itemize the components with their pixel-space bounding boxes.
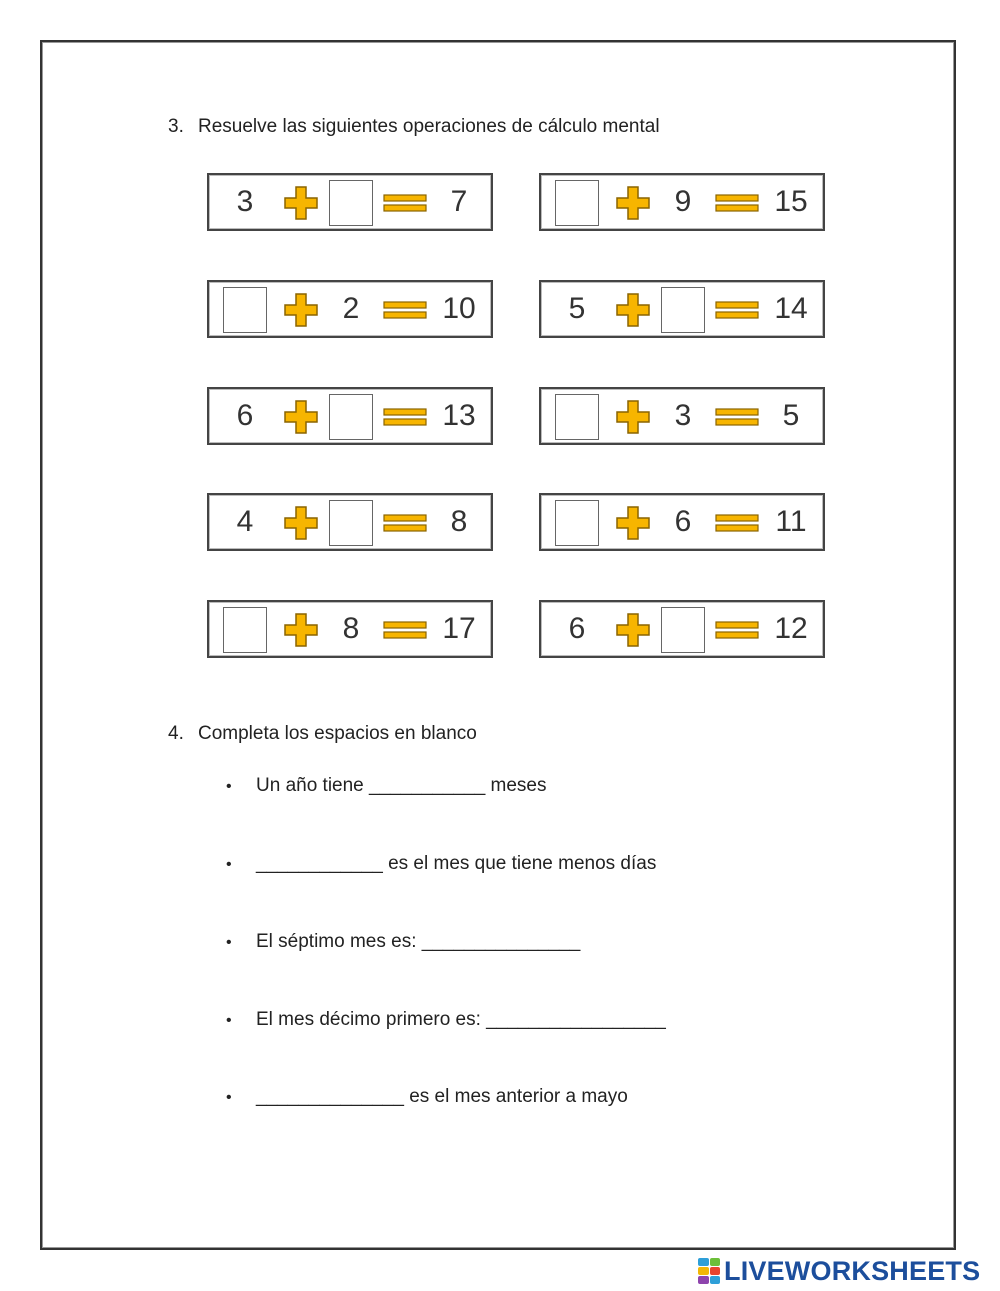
plus-icon	[283, 505, 319, 541]
equation-number: 6	[568, 612, 586, 645]
logo-text: LIVEWORKSHEETS	[724, 1255, 981, 1286]
equation-box	[539, 280, 825, 338]
list-item	[226, 775, 547, 797]
plus-icon	[615, 612, 651, 648]
equation-number: 4	[236, 505, 254, 538]
equals-icon	[383, 621, 427, 639]
bullet-icon: •	[226, 1012, 232, 1029]
answer-blank[interactable]	[661, 607, 705, 653]
answer-blank[interactable]	[223, 287, 267, 333]
bullet-icon: •	[226, 856, 232, 873]
answer-blank[interactable]	[555, 500, 599, 546]
equation-number: 14	[774, 292, 808, 325]
list-item-text[interactable]: El mes décimo primero es: _________________	[256, 1009, 666, 1030]
equation-number: 15	[774, 185, 808, 218]
equation-number: 5	[568, 292, 586, 325]
answer-blank[interactable]	[555, 394, 599, 440]
logo-blocks-icon	[698, 1258, 720, 1284]
equation-number: 8	[450, 505, 468, 538]
list-item	[226, 1086, 628, 1108]
equation-number: 17	[442, 612, 476, 645]
equation-box	[207, 280, 493, 338]
equation-number: 2	[342, 292, 360, 325]
equation-number: 3	[236, 185, 254, 218]
equation-number: 11	[775, 505, 807, 538]
bullet-icon: •	[226, 1089, 232, 1106]
list-item-text[interactable]: ______________ es el mes anterior a mayo	[256, 1086, 628, 1107]
equals-icon	[715, 514, 759, 532]
answer-blank[interactable]	[329, 500, 373, 546]
equals-icon	[715, 408, 759, 426]
bullet-icon: •	[226, 778, 232, 795]
equation-box	[207, 173, 493, 231]
equation-box	[207, 493, 493, 551]
plus-icon	[283, 612, 319, 648]
equation-box	[207, 600, 493, 658]
answer-blank[interactable]	[223, 607, 267, 653]
question-4-title	[168, 723, 477, 745]
equation-number: 8	[342, 612, 360, 645]
list-item-text[interactable]: Un año tiene ___________ meses	[256, 775, 547, 796]
list-item	[226, 853, 656, 875]
equals-icon	[383, 514, 427, 532]
equals-icon	[715, 621, 759, 639]
question-3-text: Resuelve las siguientes operaciones de cálculo mental	[198, 116, 660, 137]
equation-number: 6	[236, 399, 254, 432]
equation-box	[539, 600, 825, 658]
equation-number: 3	[674, 399, 692, 432]
answer-blank[interactable]	[555, 180, 599, 226]
list-item-text[interactable]: El séptimo mes es: _______________	[256, 931, 581, 952]
equation-number: 7	[450, 185, 468, 218]
plus-icon	[615, 505, 651, 541]
plus-icon	[615, 399, 651, 435]
liveworksheets-logo	[698, 1256, 980, 1286]
plus-icon	[283, 185, 319, 221]
question-4-number: 4.	[168, 723, 184, 744]
equation-box	[207, 387, 493, 445]
bullet-icon: •	[226, 934, 232, 951]
equation-box	[539, 173, 825, 231]
equation-box	[539, 493, 825, 551]
plus-icon	[283, 292, 319, 328]
list-item	[226, 1009, 666, 1031]
equation-number: 9	[674, 185, 692, 218]
plus-icon	[615, 185, 651, 221]
equals-icon	[715, 194, 759, 212]
equation-number: 12	[774, 612, 808, 645]
plus-icon	[615, 292, 651, 328]
question-3-number: 3.	[168, 116, 184, 137]
equation-box	[539, 387, 825, 445]
answer-blank[interactable]	[329, 180, 373, 226]
equals-icon	[383, 408, 427, 426]
equals-icon	[715, 301, 759, 319]
plus-icon	[283, 399, 319, 435]
equation-number: 10	[442, 292, 476, 325]
list-item	[226, 931, 580, 953]
answer-blank[interactable]	[329, 394, 373, 440]
equation-number: 6	[674, 505, 692, 538]
list-item-text[interactable]: ____________ es el mes que tiene menos días	[256, 853, 657, 874]
equation-number: 13	[442, 399, 476, 432]
question-4-text: Completa los espacios en blanco	[198, 723, 477, 744]
question-3-title	[168, 116, 660, 138]
equals-icon	[383, 194, 427, 212]
equation-number: 5	[782, 399, 800, 432]
answer-blank[interactable]	[661, 287, 705, 333]
equals-icon	[383, 301, 427, 319]
